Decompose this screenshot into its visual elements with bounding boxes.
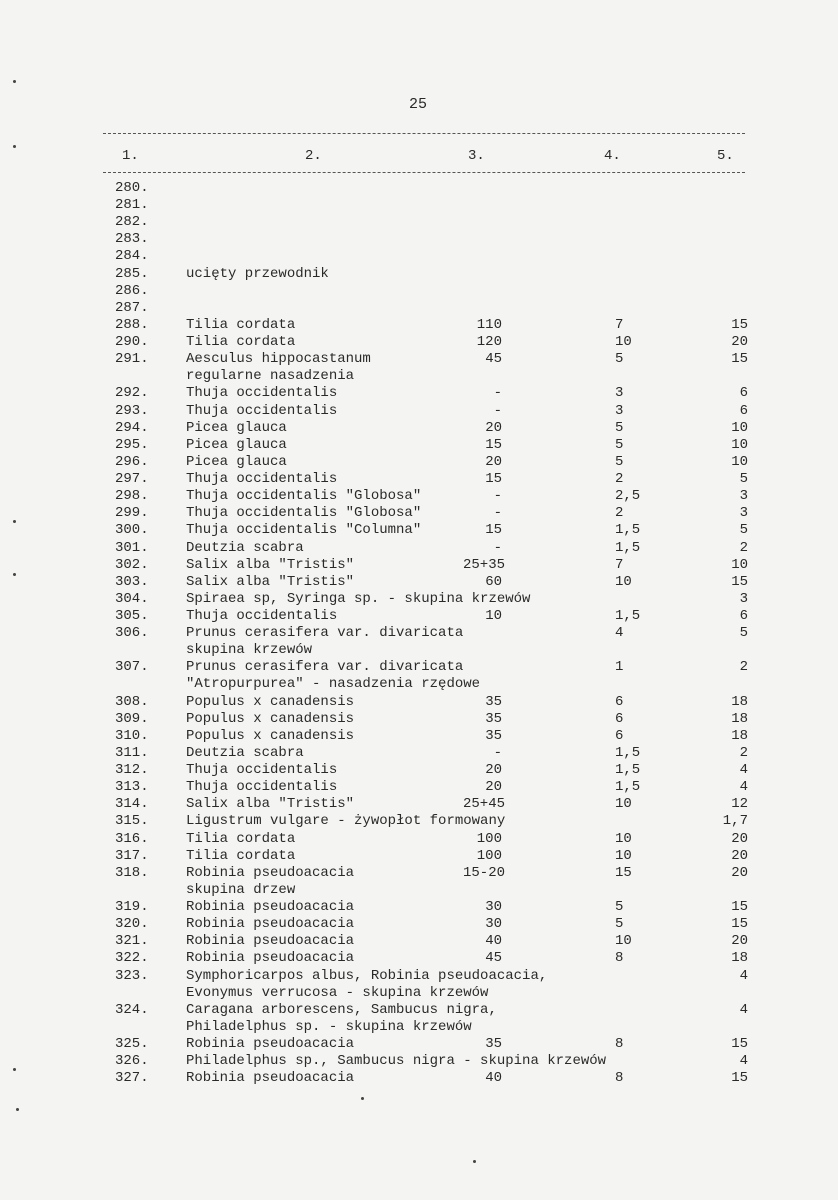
- column-3-value: 40: [485, 1070, 502, 1087]
- species-name: Salix alba "Tristis": [186, 796, 355, 813]
- table-row: [0, 334, 838, 351]
- table-row: [0, 522, 838, 539]
- column-5-value: 6: [739, 385, 748, 402]
- column-4-value: 10: [615, 830, 632, 847]
- table-row-continuation: [0, 642, 838, 659]
- page-number: 25: [409, 96, 428, 113]
- column-5-value: 3: [739, 590, 748, 607]
- species-name: Robinia pseudoacacia: [186, 1036, 355, 1052]
- column-5-value: 15: [731, 351, 748, 368]
- column-3-value: 15: [485, 522, 502, 539]
- column-4-value: 1,5: [615, 539, 641, 556]
- column-5-value: 15: [731, 899, 748, 916]
- table-row: [0, 557, 838, 574]
- row-number: 315.: [115, 813, 149, 830]
- table-row: [0, 1053, 838, 1070]
- species-name: Thuja occidentalis: [186, 402, 338, 419]
- row-number: 323.: [115, 967, 149, 984]
- table-row: [0, 728, 838, 745]
- row-number: 300.: [115, 522, 149, 539]
- column-header-1: 1.: [122, 148, 139, 164]
- row-number: 292.: [115, 385, 149, 402]
- species-name: Thuja occidentalis: [186, 471, 338, 488]
- row-number: 318.: [115, 864, 149, 881]
- species-name: Ligustrum vulgare - żywopłot formowany: [186, 813, 506, 830]
- column-3-value: 100: [476, 847, 502, 864]
- species-name: Symphoricarpos albus, Robinia pseudoacacia,: [186, 967, 548, 984]
- species-name: Thuja occidentalis: [186, 762, 338, 779]
- table-row: [0, 197, 838, 214]
- column-3-value: 20: [485, 419, 502, 436]
- table-row: [0, 403, 838, 420]
- row-number: 281.: [115, 197, 149, 214]
- row-number: 285.: [115, 265, 149, 282]
- table-row-continuation: [0, 368, 838, 385]
- column-4-value: 6: [615, 727, 624, 744]
- row-number: 302.: [115, 556, 149, 573]
- column-5-value: 20: [731, 334, 748, 351]
- species-name: Spiraea sp, Syringa sp. - skupina krzewów: [186, 590, 531, 607]
- row-number: 305.: [115, 608, 149, 624]
- column-3-value: 35: [485, 727, 502, 744]
- species-name: Picea glauca: [186, 436, 287, 453]
- row-number: 294.: [115, 419, 149, 436]
- column-3-value: 10: [485, 608, 502, 624]
- table-row: [0, 505, 838, 522]
- table-row: [0, 574, 838, 591]
- scan-speck: [13, 1068, 16, 1071]
- species-name: Aesculus hippocastanum: [186, 351, 371, 368]
- column-4-value: 1,5: [615, 762, 641, 779]
- column-3-value: 40: [485, 933, 502, 950]
- table-row: [0, 591, 838, 608]
- table-row: [0, 488, 838, 505]
- table-row-continuation: [0, 676, 838, 693]
- species-name: Salix alba "Tristis": [186, 573, 355, 590]
- table-row: [0, 813, 838, 830]
- table-row: [0, 385, 838, 402]
- column-5-value: 10: [731, 419, 748, 436]
- column-3-value: 20: [485, 779, 502, 796]
- table-row: [0, 950, 838, 967]
- table-row: [0, 933, 838, 950]
- row-number: 319.: [115, 899, 149, 916]
- row-number: 291.: [115, 351, 149, 368]
- species-name: Philadelphus sp., Sambucus nigra - skupina krzewów: [186, 1053, 607, 1070]
- row-number: 299.: [115, 505, 149, 522]
- row-number: 306.: [115, 625, 149, 642]
- column-5-value: 15: [731, 1070, 748, 1087]
- table-row: [0, 300, 838, 317]
- column-5-value: 5: [739, 522, 748, 539]
- scan-speck: [13, 80, 16, 83]
- column-3-value: 110: [476, 316, 502, 333]
- column-4-value: 2: [615, 471, 624, 488]
- column-5-value: 4: [739, 967, 748, 984]
- table-row: [0, 694, 838, 711]
- table-row: [0, 266, 838, 283]
- species-name: Thuja occidentalis "Globosa": [186, 505, 422, 522]
- row-number: 286.: [115, 282, 149, 299]
- row-number: 307.: [115, 659, 149, 676]
- row-number: 308.: [115, 693, 149, 710]
- species-name: Thuja occidentalis: [186, 779, 338, 796]
- column-4-value: 3: [615, 402, 624, 419]
- species-name: Thuja occidentalis "Columna": [186, 522, 422, 539]
- species-name: Deutzia scabra: [186, 744, 304, 761]
- column-3-value: 60: [485, 573, 502, 590]
- column-header-3: 3.: [468, 148, 485, 164]
- column-5-value: 2: [739, 744, 748, 761]
- species-name: "Atropurpurea" - nasadzenia rzędowe: [186, 676, 481, 693]
- scan-speck: [361, 1097, 364, 1100]
- column-4-value: 8: [615, 1036, 624, 1052]
- column-3-value: -: [493, 539, 502, 556]
- species-name: Tilia cordata: [186, 847, 296, 864]
- species-name: Populus x canadensis: [186, 727, 355, 744]
- column-3-value: 15: [485, 436, 502, 453]
- column-3-value: 45: [485, 351, 502, 368]
- species-name: Salix alba "Tristis": [186, 556, 355, 573]
- table-row: [0, 454, 838, 471]
- column-5-value: 15: [731, 916, 748, 933]
- column-4-value: 10: [615, 847, 632, 864]
- column-5-value: 6: [739, 608, 748, 624]
- column-header-4: 4.: [604, 148, 621, 164]
- table-row: [0, 283, 838, 300]
- scan-speck: [16, 1108, 19, 1111]
- row-number: 311.: [115, 744, 149, 761]
- column-5-value: 18: [731, 727, 748, 744]
- species-name: Robinia pseudoacacia: [186, 899, 355, 916]
- column-3-value: 100: [476, 830, 502, 847]
- column-5-value: 15: [731, 316, 748, 333]
- row-number: 290.: [115, 334, 149, 351]
- species-name: Picea glauca: [186, 453, 287, 470]
- scan-speck: [13, 145, 16, 148]
- header-bottom-rule: [103, 172, 745, 173]
- row-number: 317.: [115, 847, 149, 864]
- column-5-value: 5: [739, 625, 748, 642]
- table-row: [0, 214, 838, 231]
- column-5-value: 18: [731, 693, 748, 710]
- column-5-value: 4: [739, 762, 748, 779]
- row-number: 313.: [115, 779, 149, 796]
- species-name: Thuja occidentalis: [186, 608, 338, 624]
- table-row: [0, 351, 838, 368]
- species-name: Populus x canadensis: [186, 693, 355, 710]
- row-number: 316.: [115, 830, 149, 847]
- table-row: [0, 248, 838, 265]
- species-name: skupina drzew: [186, 881, 296, 898]
- column-5-value: 20: [731, 864, 748, 881]
- column-4-value: 15: [615, 864, 632, 881]
- column-5-value: 20: [731, 847, 748, 864]
- column-3-value: 35: [485, 693, 502, 710]
- table-row: [0, 1070, 838, 1087]
- column-5-value: 4: [739, 779, 748, 796]
- table-row: [0, 437, 838, 454]
- column-4-value: 10: [615, 796, 632, 813]
- column-4-value: 7: [615, 556, 624, 573]
- table-row: [0, 865, 838, 882]
- column-3-value: -: [493, 402, 502, 419]
- species-name: Robinia pseudoacacia: [186, 950, 355, 967]
- species-name: Populus x canadensis: [186, 710, 355, 727]
- table-row: [0, 848, 838, 865]
- column-3-value: 25+45: [462, 796, 505, 813]
- column-4-value: 2,5: [615, 488, 641, 505]
- table-row: [0, 916, 838, 933]
- column-4-value: 2: [615, 505, 624, 522]
- column-4-value: 1,5: [615, 744, 641, 761]
- column-5-value: 2: [739, 539, 748, 556]
- table-row: [0, 796, 838, 813]
- row-number: 280.: [115, 180, 149, 196]
- row-number: 314.: [115, 796, 149, 813]
- column-header-5: 5.: [717, 148, 734, 164]
- row-number: 312.: [115, 762, 149, 779]
- column-4-value: 10: [615, 933, 632, 950]
- column-4-value: 8: [615, 950, 624, 967]
- column-4-value: 1,5: [615, 608, 641, 624]
- column-5-value: 1,7: [722, 813, 748, 830]
- column-4-value: 1,5: [615, 522, 641, 539]
- column-5-value: 10: [731, 556, 748, 573]
- column-4-value: 8: [615, 1070, 624, 1087]
- column-5-value: 6: [739, 402, 748, 419]
- species-name: skupina krzewów: [186, 642, 313, 659]
- scan-speck: [13, 573, 16, 576]
- table-row: [0, 659, 838, 676]
- row-number: 293.: [115, 402, 149, 419]
- table-row: [0, 317, 838, 334]
- column-5-value: 15: [731, 1036, 748, 1052]
- row-number: 310.: [115, 727, 149, 744]
- column-4-value: 5: [615, 419, 624, 436]
- row-number: 288.: [115, 316, 149, 333]
- table-row: [0, 180, 838, 197]
- species-name: Robinia pseudoacacia: [186, 933, 355, 950]
- column-3-value: -: [493, 505, 502, 522]
- column-5-value: 15: [731, 573, 748, 590]
- column-3-value: 120: [476, 334, 502, 351]
- table-row-continuation: [0, 882, 838, 899]
- species-name: Prunus cerasifera var. divaricata: [186, 659, 464, 676]
- table-row: [0, 1002, 838, 1019]
- row-number: 295.: [115, 436, 149, 453]
- column-3-value: 25+35: [462, 556, 505, 573]
- row-number: 325.: [115, 1036, 149, 1052]
- column-3-value: 35: [485, 1036, 502, 1052]
- table-row: [0, 608, 838, 625]
- table-row: [0, 1036, 838, 1053]
- column-3-value: -: [493, 488, 502, 505]
- column-4-value: 5: [615, 436, 624, 453]
- species-name: Prunus cerasifera var. divaricata: [186, 625, 464, 642]
- header-top-rule: [103, 133, 745, 134]
- species-name: Robinia pseudoacacia: [186, 916, 355, 933]
- column-4-value: 1: [615, 659, 624, 676]
- row-number: 309.: [115, 710, 149, 727]
- table-row: [0, 625, 838, 642]
- row-number: 282.: [115, 214, 149, 231]
- table-row: [0, 779, 838, 796]
- row-number: 303.: [115, 573, 149, 590]
- column-5-value: 10: [731, 453, 748, 470]
- row-number: 324.: [115, 1001, 149, 1018]
- species-name: Picea glauca: [186, 419, 287, 436]
- column-4-value: 5: [615, 899, 624, 916]
- column-5-value: 4: [739, 1001, 748, 1018]
- column-3-value: -: [493, 385, 502, 402]
- column-4-value: 5: [615, 916, 624, 933]
- species-name: ucięty przewodnik: [186, 265, 329, 282]
- scan-speck: [473, 1160, 476, 1163]
- table-row: [0, 831, 838, 848]
- column-4-value: 4: [615, 625, 624, 642]
- column-4-value: 7: [615, 316, 624, 333]
- species-name: Caragana arborescens, Sambucus nigra,: [186, 1001, 497, 1018]
- column-3-value: -: [493, 744, 502, 761]
- row-number: 287.: [115, 299, 149, 316]
- table-row: [0, 745, 838, 762]
- row-number: 284.: [115, 248, 149, 265]
- column-5-value: 18: [731, 950, 748, 967]
- column-5-value: 10: [731, 436, 748, 453]
- row-number: 283.: [115, 231, 149, 248]
- row-number: 321.: [115, 933, 149, 950]
- column-4-value: 5: [615, 351, 624, 368]
- species-name: Philadelphus sp. - skupina krzewów: [186, 1018, 472, 1035]
- column-3-value: 35: [485, 710, 502, 727]
- species-name: Tilia cordata: [186, 316, 296, 333]
- row-number: 304.: [115, 590, 149, 607]
- column-4-value: 6: [615, 710, 624, 727]
- column-3-value: 15-20: [462, 864, 505, 881]
- column-3-value: 45: [485, 950, 502, 967]
- species-name: Evonymus verrucosa - skupina krzewów: [186, 984, 489, 1001]
- column-4-value: 3: [615, 385, 624, 402]
- column-5-value: 20: [731, 830, 748, 847]
- table-row: [0, 899, 838, 916]
- row-number: 297.: [115, 471, 149, 488]
- row-number: 327.: [115, 1070, 149, 1087]
- column-5-value: 2: [739, 659, 748, 676]
- column-3-value: 30: [485, 899, 502, 916]
- table-row: [0, 540, 838, 557]
- row-number: 326.: [115, 1053, 149, 1070]
- species-name: Robinia pseudoacacia: [186, 1070, 355, 1087]
- table-row: [0, 231, 838, 248]
- species-name: Thuja occidentalis: [186, 385, 338, 402]
- column-3-value: 30: [485, 916, 502, 933]
- row-number: 298.: [115, 488, 149, 505]
- table-row: [0, 471, 838, 488]
- row-number: 322.: [115, 950, 149, 967]
- species-name: Tilia cordata: [186, 830, 296, 847]
- row-number: 301.: [115, 539, 149, 556]
- column-5-value: 3: [739, 505, 748, 522]
- column-5-value: 4: [739, 1053, 748, 1070]
- species-name: Thuja occidentalis "Globosa": [186, 488, 422, 505]
- column-5-value: 20: [731, 933, 748, 950]
- species-name: regularne nasadzenia: [186, 368, 355, 385]
- table-row: [0, 762, 838, 779]
- column-4-value: 6: [615, 693, 624, 710]
- table-row: [0, 711, 838, 728]
- species-name: Tilia cordata: [186, 334, 296, 351]
- column-5-value: 3: [739, 488, 748, 505]
- column-3-value: 20: [485, 762, 502, 779]
- species-name: Deutzia scabra: [186, 539, 304, 556]
- table-row-continuation: [0, 985, 838, 1002]
- column-3-value: 15: [485, 471, 502, 488]
- species-name: Robinia pseudoacacia: [186, 864, 355, 881]
- table-row-continuation: [0, 1019, 838, 1036]
- column-4-value: 10: [615, 573, 632, 590]
- scan-speck: [13, 520, 16, 523]
- table-row: [0, 968, 838, 985]
- row-number: 296.: [115, 453, 149, 470]
- column-5-value: 12: [731, 796, 748, 813]
- column-5-value: 5: [739, 471, 748, 488]
- column-4-value: 5: [615, 453, 624, 470]
- column-4-value: 1,5: [615, 779, 641, 796]
- table-row: [0, 420, 838, 437]
- column-5-value: 18: [731, 710, 748, 727]
- column-4-value: 10: [615, 334, 632, 351]
- column-3-value: 20: [485, 453, 502, 470]
- column-header-2: 2.: [305, 148, 322, 164]
- row-number: 320.: [115, 916, 149, 933]
